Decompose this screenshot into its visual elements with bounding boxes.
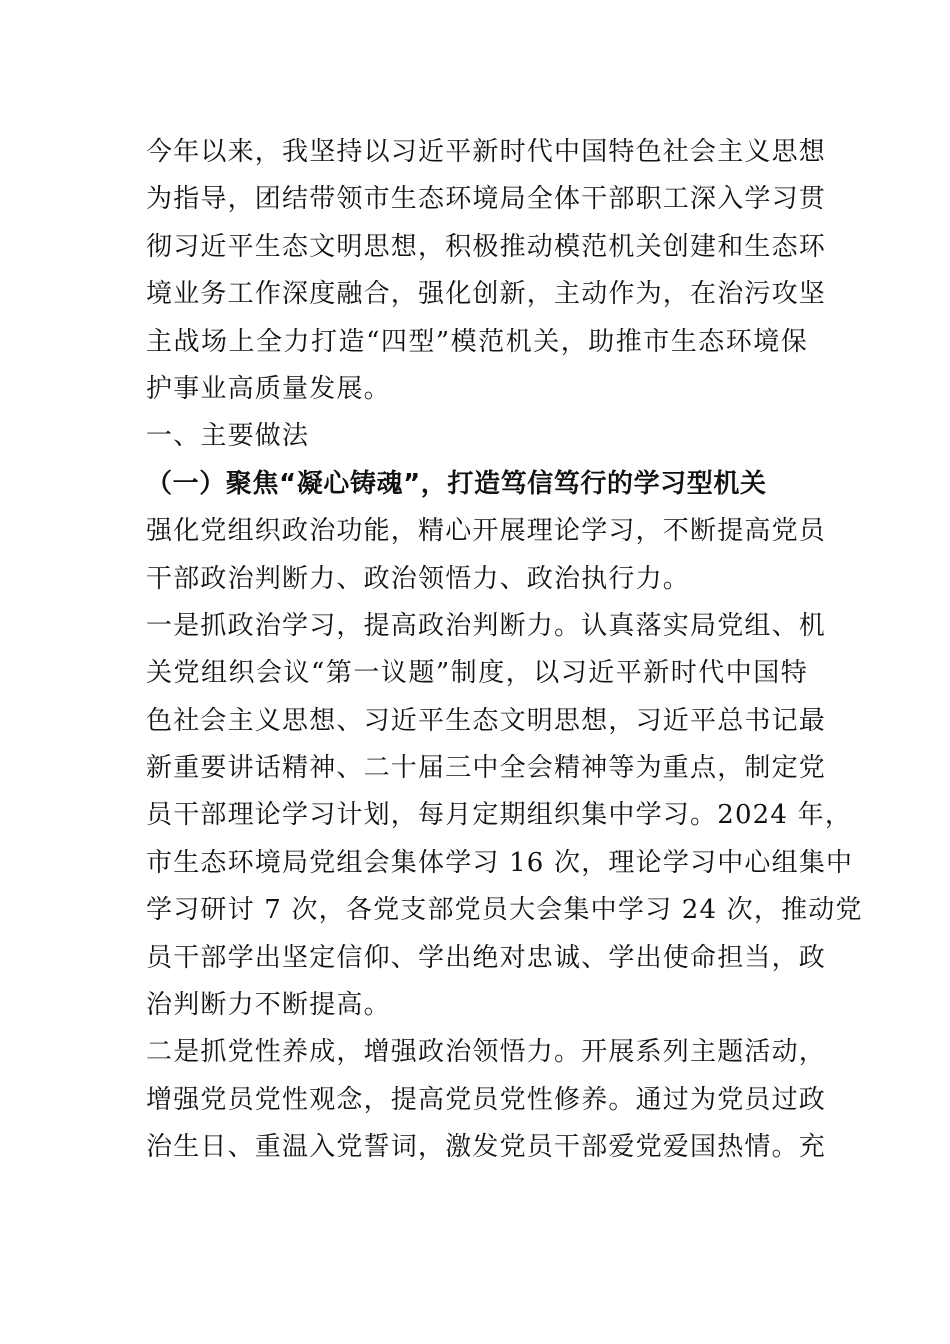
text-line: 强化党组织政治功能，精心开展理论学习，不断提高党员 <box>146 516 827 547</box>
text-line: 学习研讨 7 次，各党支部党员大会集中学习 24 次，推动党 <box>146 895 863 926</box>
text-line: 色社会主义思想、习近平生态文明思想，习近平总书记最 <box>146 705 827 736</box>
text-line: 治生日、重温入党誓词，激发党员干部爱党爱国热情。充 <box>146 1132 827 1163</box>
text-line: 为指导，团结带领市生态环境局全体干部职工深入学习贯 <box>146 184 827 215</box>
text-line: 关党组织会议“第一议题”制度，以习近平新时代中国特 <box>146 658 808 689</box>
text-line: 员干部理论学习计划，每月定期组织集中学习。2024 年， <box>146 800 853 831</box>
text-line: 主战场上全力打造“四型”模范机关，助推市生态环境保 <box>146 326 808 357</box>
section-heading: 一、主要做法 <box>146 421 310 452</box>
text-line: 干部政治判断力、政治领悟力、政治执行力。 <box>146 563 691 594</box>
text-line: 市生态环境局党组会集体学习 16 次，理论学习中心组集中 <box>146 847 854 878</box>
document-body <box>146 129 863 1172</box>
text-line: 增强党员党性观念，提高党员党性修养。通过为党员过政 <box>146 1084 827 1115</box>
text-line: 今年以来，我坚持以习近平新时代中国特色社会主义思想 <box>146 137 827 167</box>
intro-paragraph <box>146 129 827 413</box>
subsection-intro-paragraph <box>146 508 827 603</box>
text-line: 护事业高质量发展。 <box>146 373 391 404</box>
text-line: 境业务工作深度融合，强化创新，主动作为，在治污攻坚 <box>146 279 827 310</box>
subsection-heading: （一）聚焦“凝心铸魂”，打造笃信笃行的学习型机关 <box>146 468 767 499</box>
text-line: 一是抓政治学习，提高政治判断力。认真落实局党组、机 <box>146 610 827 641</box>
text-line: 二是抓党性养成，增强政治领悟力。开展系列主题活动， <box>146 1037 827 1068</box>
text-line: 治判断力不断提高。 <box>146 990 391 1021</box>
point-one-paragraph <box>146 603 863 1030</box>
text-line: 员干部学出坚定信仰、学出绝对忠诚、学出使命担当，政 <box>146 942 827 973</box>
point-two-paragraph <box>146 1029 827 1171</box>
text-line: 新重要讲话精神、二十届三中全会精神等为重点，制定党 <box>146 753 827 784</box>
text-line: 彻习近平生态文明思想，积极推动模范机关创建和生态环 <box>146 231 827 262</box>
